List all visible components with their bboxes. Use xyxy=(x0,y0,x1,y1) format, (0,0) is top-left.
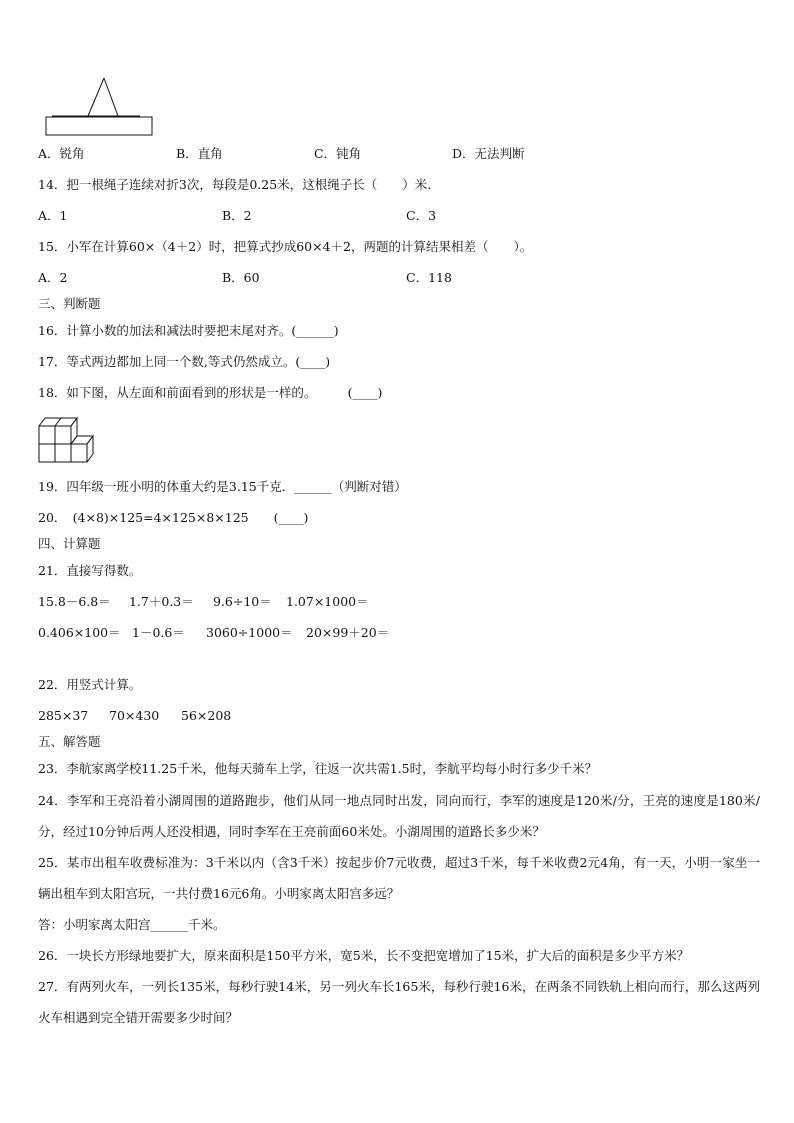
q22-stem: 22．用竖式计算。 xyxy=(38,677,142,692)
q15-option-c[interactable]: C．118 xyxy=(406,270,452,285)
q21-item: 3060÷1000＝ xyxy=(206,625,293,640)
q14-option-b[interactable]: B．2 xyxy=(222,208,252,223)
q17: 17．等式两边都加上同一个数,等式仍然成立。(____) xyxy=(38,354,331,369)
section-word-problems-heading: 五、解答题 xyxy=(38,734,101,749)
q13-option-b[interactable]: B．直角 xyxy=(176,146,223,161)
q21-item: 1.7＋0.3＝ xyxy=(129,594,194,609)
q21-item: 15.8－6.8＝ xyxy=(38,594,111,609)
q18: 18．如下图，从左面和前面看到的形状是一样的。 (____) xyxy=(38,385,383,400)
q23: 23．李航家离学校11.25千米，他每天骑车上学，往返一次共需1.5时，李航平均每小时行多少千米？ xyxy=(38,761,598,776)
q21-item: 1－0.6＝ xyxy=(132,625,185,640)
q21-item: 20×99＋20＝ xyxy=(306,625,390,640)
q21-item: 0.406×100＝ xyxy=(38,625,121,640)
stacked-cubes-figure xyxy=(36,414,96,466)
q13-option-c[interactable]: C．钝角 xyxy=(314,146,362,161)
q16: 16．计算小数的加法和减法时要把末尾对齐。(______) xyxy=(38,323,339,338)
q24: 24．李军和王亮沿着小湖周围的道路跑步，他们从同一地点同时出发，同向而行，李军的速度是120米/分，王亮的速度是180米/分，经过10分钟后两人还没相遇，同时李军在王亮前面60米处。小湖周围的道路长多少米？ xyxy=(38,793,760,839)
q14-stem: 14．把一根绳子连续对折3次，每段是0.25米，这根绳子长（ ）米. xyxy=(38,177,432,192)
q21-item: 1.07×1000＝ xyxy=(286,594,369,609)
q25-stem: 25．某市出租车收费标准为：3千米以内（含3千米）按起步价7元收费，超过3千米，每千米收费2元4角，有一天，小明一家坐一辆出租车到太阳宫玩，一共付费16元6角。小明家离太阳宫多远？ xyxy=(38,855,760,901)
q13-option-d[interactable]: D．无法判断 xyxy=(452,146,525,161)
q14-option-a[interactable]: A．1 xyxy=(38,208,68,223)
q19: 19．四年级一班小明的体重大约是3.15千克．______（判断对错） xyxy=(38,479,407,494)
q26: 26．一块长方形绿地要扩大，原来面积是150平方米，宽5米，长不变把宽增加了15米，扩大后的面积是多少平方米？ xyxy=(38,948,690,963)
q25-answer: 答：小明家离太阳宫______千米。 xyxy=(38,917,226,932)
q21-stem: 21．直接写得数。 xyxy=(38,563,142,578)
q13-option-a[interactable]: A．锐角 xyxy=(38,146,85,161)
q15-option-b[interactable]: B．60 xyxy=(222,270,260,285)
q20: 20． (4×8)×125=4×125×8×125 (____) xyxy=(38,510,309,525)
q22-item: 56×208 xyxy=(181,708,232,723)
q22-item: 70×430 xyxy=(109,708,160,723)
q15-option-a[interactable]: A．2 xyxy=(38,270,68,285)
angle-on-ruler-figure xyxy=(40,70,170,140)
section-judgement-heading: 三、判断题 xyxy=(38,296,101,311)
q14-option-c[interactable]: C．3 xyxy=(406,208,437,223)
q22-item: 285×37 xyxy=(38,708,89,723)
section-calculation-heading: 四、计算题 xyxy=(38,536,101,551)
q27: 27．有两列火车，一列长135米，每秒行驶14米，另一列火车长165米，每秒行驶16米，在两条不同铁轨上相向而行，那么这两列火车相遇到完全错开需要多少时间？ xyxy=(38,979,760,1025)
q21-item: 9.6÷10＝ xyxy=(213,594,272,609)
q15-stem: 15．小军在计算60×（4＋2）时，把算式抄成60×4＋2，两题的计算结果相差（ ）。 xyxy=(38,239,533,254)
